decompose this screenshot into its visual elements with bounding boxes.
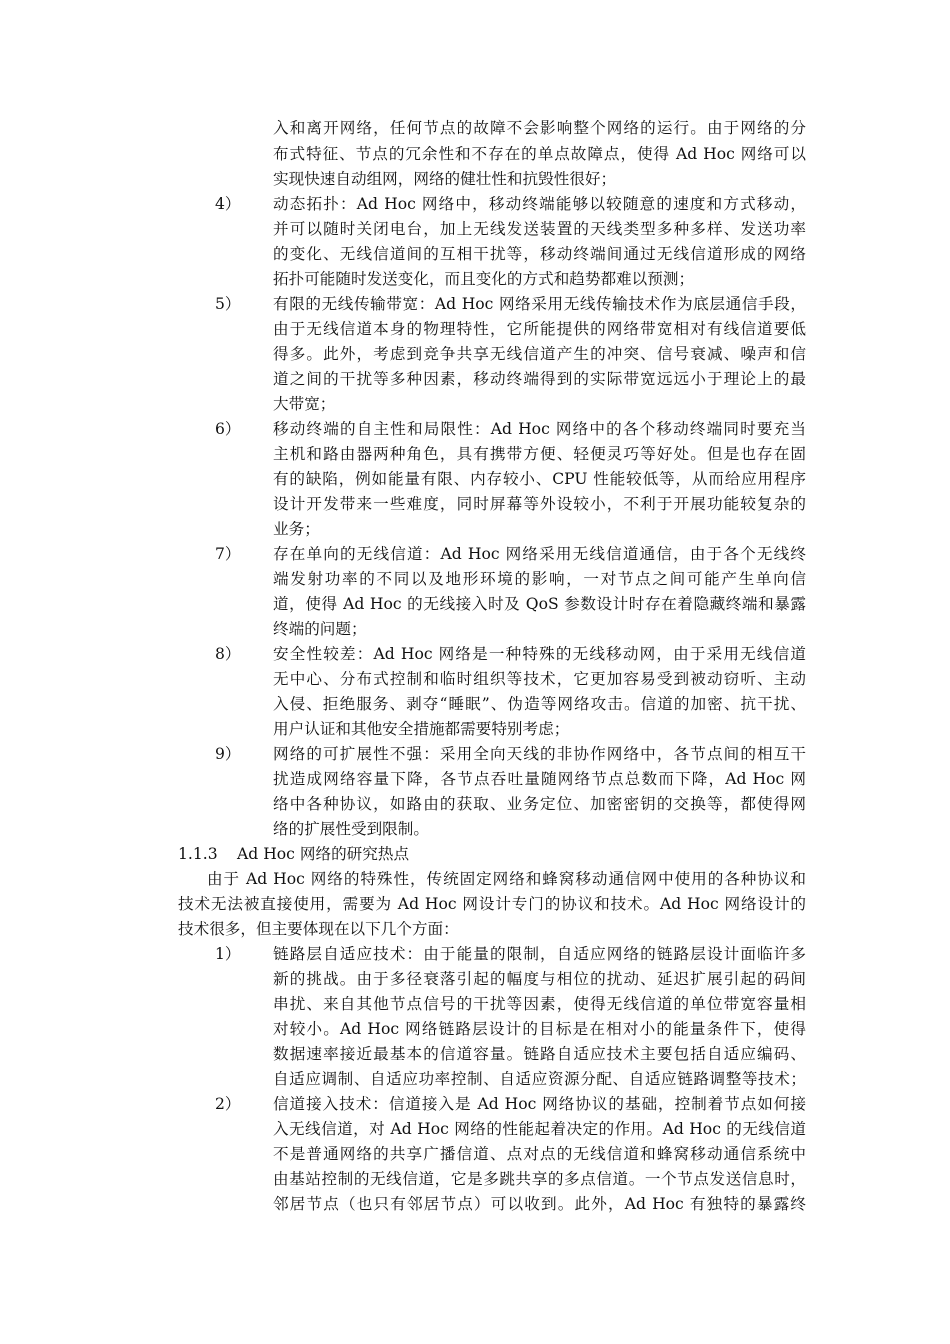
list-item-line: 道之间的干扰等多种因素，移动终端得到的实际带宽远远小于理论上的最	[273, 370, 806, 388]
list-number: 7）	[215, 545, 241, 563]
list-item-line: 设计开发带来一些难度，同时屏幕等外设较小，不利于开展功能较复杂的	[273, 495, 806, 513]
list-item-line: 动态拓扑：Ad Hoc 网络中，移动终端能够以较随意的速度和方式移动，	[273, 195, 806, 213]
list-item-line: 得多。此外，考虑到竞争共享无线信道产生的冲突、信号衰减、噪声和信	[273, 345, 806, 363]
list-item-line: 络中各种协议，如路由的获取、业务定位、加密密钥的交换等，都使得网	[273, 795, 806, 813]
list-item-line: 业务；	[273, 520, 320, 538]
list-item-line: 扰造成网络容量下降，各节点吞吐量随网络节点总数而下降，Ad Hoc 网	[273, 770, 806, 788]
paragraph-line: 由于 Ad Hoc 网络的特殊性，传统固定网络和蜂窝移动通信网中使用的各种协议和	[207, 870, 806, 888]
list-item-line: 大带宽；	[273, 395, 336, 413]
list-item-line: 不是普通网络的共享广播信道、点对点的无线信道和蜂窝移动通信系统中	[273, 1145, 806, 1163]
list-item-line: 链路层自适应技术：由于能量的限制，自适应网络的链路层设计面临许多	[273, 945, 806, 963]
list-item-line: 网络的可扩展性不强：采用全向天线的非协作网络中，各节点间的相互干	[273, 745, 806, 763]
list-item-line: 端发射功率的不同以及地形环境的影响，一对节点之间可能产生单向信	[273, 570, 806, 588]
paragraph-line: 入和离开网络，任何节点的故障不会影响整个网络的运行。由于网络的分	[273, 119, 806, 137]
list-item-line: 新的挑战。由于多径衰落引起的幅度与相位的扰动、延迟扩展引起的码间	[273, 970, 806, 988]
paragraph-line: 布式特征、节点的冗余性和不存在的单点故障点，使得 Ad Hoc 网络可以	[273, 145, 806, 163]
list-item-line: 主机和路由器两种角色，具有携带方便、轻便灵巧等好处。但是也存在固	[273, 445, 806, 463]
section-title: Ad Hoc 网络的研究热点	[237, 845, 410, 863]
list-item-line: 有的缺陷，例如能量有限、内存较小、CPU 性能较低等，从而给应用程序	[273, 470, 806, 488]
list-item-line: 拓扑可能随时发送变化，而且变化的方式和趋势都难以预测；	[273, 270, 695, 288]
list-item-line: 信道接入技术：信道接入是 Ad Hoc 网络协议的基础，控制着节点如何接	[273, 1095, 806, 1113]
list-item-line: 自适应调制、自适应功率控制、自适应资源分配、自适应链路调整等技术；	[273, 1070, 806, 1088]
list-item-line: 道，使得 Ad Hoc 的无线接入时及 QoS 参数设计时存在着隐藏终端和暴露	[273, 595, 806, 613]
list-item-line: 安全性较差：Ad Hoc 网络是一种特殊的无线移动网，由于采用无线信道	[273, 645, 806, 663]
list-number: 5）	[215, 295, 241, 313]
list-number: 1）	[215, 945, 241, 963]
list-item-line: 串扰、来自其他节点信号的干扰等因素，使得无线信道的单位带宽容量相	[273, 995, 806, 1013]
list-number: 6）	[215, 420, 241, 438]
list-item-line: 由于无线信道本身的物理特性，它所能提供的网络带宽相对有线信道要低	[273, 320, 806, 338]
paragraph-line: 技术无法被直接使用，需要为 Ad Hoc 网设计专门的协议和技术。Ad Hoc 网络设计的	[178, 895, 806, 913]
list-item-line: 数据速率接近最基本的信道容量。链路自适应技术主要包括自适应编码、	[273, 1045, 806, 1063]
list-item-line: 入侵、拒绝服务、剥夺“睡眠”、伪造等网络攻击。信道的加密、抗干扰、	[273, 695, 806, 713]
list-item-line: 的变化、无线信道间的互相干扰等，移动终端间通过无线信道形成的网络	[273, 245, 806, 263]
list-number: 9）	[215, 745, 241, 763]
list-item-line: 终端的问题；	[273, 620, 367, 638]
list-number: 8）	[215, 645, 241, 663]
list-item-line: 并可以随时关闭电台，加上无线发送装置的天线类型多种多样、发送功率	[273, 220, 806, 238]
paragraph-line: 实现快速自动组网，网络的健壮性和抗毁性很好；	[273, 170, 617, 188]
paragraph-line: 技术很多，但主要体现在以下几个方面：	[178, 920, 459, 938]
list-item-line: 邻居节点（也只有邻居节点）可以收到。此外，Ad Hoc 有独特的暴露终	[273, 1195, 806, 1213]
list-item-line: 用户认证和其他安全措施都需要特别考虑；	[273, 720, 570, 738]
list-number: 2）	[215, 1095, 241, 1113]
list-item-line: 有限的无线传输带宽：Ad Hoc 网络采用无线传输技术作为底层通信手段，	[273, 295, 806, 313]
list-item-line: 入无线信道，对 Ad Hoc 网络的性能起着决定的作用。Ad Hoc 的无线信道	[273, 1120, 806, 1138]
list-item-line: 无中心、分布式控制和临时组织等技术，它更加容易受到被动窃听、主动	[273, 670, 806, 688]
list-item-line: 络的扩展性受到限制。	[273, 820, 429, 838]
list-item-line: 移动终端的自主性和局限性：Ad Hoc 网络中的各个移动终端同时要充当	[273, 420, 806, 438]
list-number: 4）	[215, 195, 241, 213]
list-item-line: 对较小。Ad Hoc 网络链路层设计的目标是在相对小的能量条件下，使得	[273, 1020, 806, 1038]
list-item-line: 存在单向的无线信道：Ad Hoc 网络采用无线信道通信，由于各个无线终	[273, 545, 806, 563]
list-item-line: 由基站控制的无线信道，它是多跳共享的多点信道。一个节点发送信息时，	[273, 1170, 806, 1188]
section-number: 1.1.3	[178, 845, 218, 863]
